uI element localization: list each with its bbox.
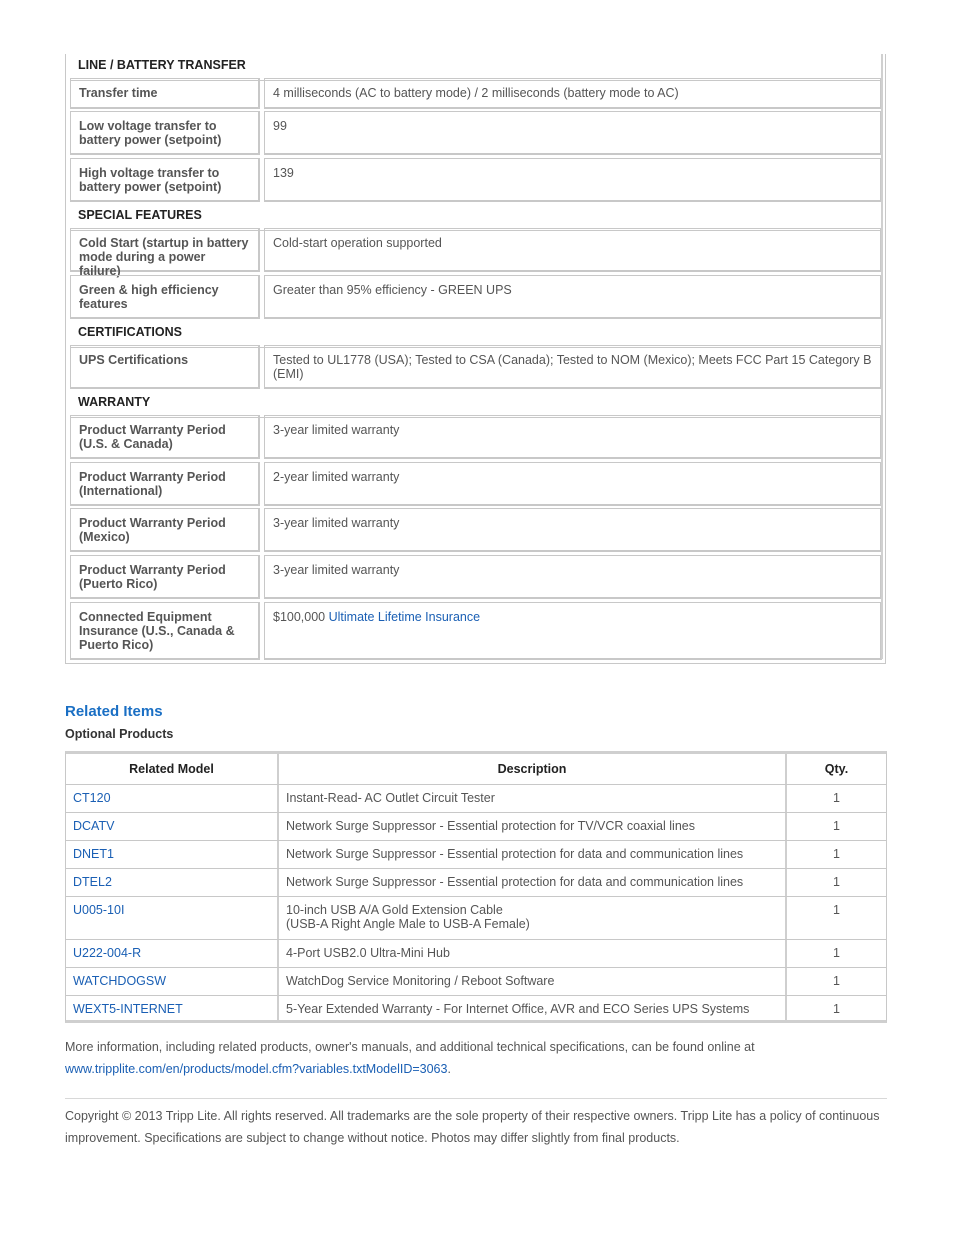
more-information-text xyxy=(65,1036,887,1080)
table-row-description: Network Surge Suppressor - Essential protection for TV/VCR coaxial lines xyxy=(286,819,695,833)
spec-value: 2-year limited warranty xyxy=(264,462,882,506)
spec-value: 99 xyxy=(264,111,882,155)
table-row-model xyxy=(66,813,277,840)
spec-value: Tested to UL1778 (USA); Tested to CSA (Canada); Tested to NOM (Mexico); Meets FCC Part 15 Category B (EMI) xyxy=(264,345,882,389)
table-row-qty: 1 xyxy=(833,946,840,960)
spec-label: Transfer time xyxy=(70,78,260,109)
table-row-description: WatchDog Service Monitoring / Reboot Software xyxy=(286,974,555,988)
spec-label: Product Warranty Period (Puerto Rico) xyxy=(70,555,260,599)
table-row-qty: 1 xyxy=(833,875,840,889)
table-row-description: 4-Port USB2.0 Ultra-Mini Hub xyxy=(286,946,450,960)
spec-row-ups-certifications xyxy=(70,345,882,389)
optional-products-subtitle: Optional Products xyxy=(65,727,174,741)
table-row-model xyxy=(66,897,277,939)
spec-label: Product Warranty Period (International) xyxy=(70,462,260,506)
info-period: . xyxy=(447,1062,451,1076)
spec-value: 139 xyxy=(264,158,882,202)
spec-row-green-efficiency xyxy=(70,275,882,319)
model-link-ct120[interactable]: CT120 xyxy=(73,791,111,805)
spec-value: 3-year limited warranty xyxy=(264,508,882,552)
spec-value xyxy=(264,602,882,660)
spec-label: UPS Certifications xyxy=(70,345,260,389)
spec-row-warranty-us-canada xyxy=(70,415,882,459)
related-items-table xyxy=(65,751,887,1023)
header-description: Description xyxy=(497,762,567,776)
spec-row-connected-equipment-insurance xyxy=(70,602,882,660)
model-link-u222-004-r[interactable]: U222-004-R xyxy=(73,946,142,960)
model-link-dnet1[interactable]: DNET1 xyxy=(73,847,114,861)
table-row-model xyxy=(66,841,277,868)
footer-divider xyxy=(65,1098,887,1099)
copyright-text: Copyright © 2013 Tripp Lite. All rights reserved. All trademarks are the sole property of their respective owners. Tripp Lite has a policy of continuous improvement. Specifications are subject to change without notice. Photos may differ slightly from final products. xyxy=(65,1109,880,1145)
table-row-qty: 1 xyxy=(833,819,840,833)
table-row-description: Instant-Read- AC Outlet Circuit Tester xyxy=(286,791,495,805)
header-qty: Qty. xyxy=(824,762,849,776)
spec-row-cold-start xyxy=(70,228,882,278)
spec-label: High voltage transfer to battery power (setpoint) xyxy=(70,158,260,202)
header-related-model: Related Model xyxy=(129,762,214,776)
spec-label: Product Warranty Period (U.S. & Canada) xyxy=(70,415,260,459)
table-row-description: 5-Year Extended Warranty - For Internet Office, AVR and ECO Series UPS Systems xyxy=(286,1002,750,1016)
insurance-amount: $100,000 xyxy=(273,610,329,624)
table-row-description: Network Surge Suppressor - Essential protection for data and communication lines xyxy=(286,875,744,889)
table-row-qty: 1 xyxy=(833,903,840,917)
ultimate-lifetime-insurance-link[interactable]: Ultimate Lifetime Insurance xyxy=(328,610,481,624)
table-row-description: Network Surge Suppressor - Essential protection for data and communication lines xyxy=(286,847,744,861)
table-row-qty: 1 xyxy=(833,791,840,805)
model-link-dtel2[interactable]: DTEL2 xyxy=(73,875,112,889)
specifications-table xyxy=(65,54,886,664)
spec-row-transfer-time xyxy=(70,78,882,109)
spec-value: 3-year limited warranty xyxy=(264,555,882,599)
table-row-model xyxy=(66,996,277,1022)
spec-value: Greater than 95% efficiency - GREEN UPS xyxy=(264,275,882,319)
section-header-special-features: SPECIAL FEATURES xyxy=(70,204,883,231)
model-link-u005-10i[interactable]: U005-10I xyxy=(73,903,125,917)
table-row-qty: 1 xyxy=(833,847,840,861)
table-row-qty: 1 xyxy=(833,974,840,988)
spec-row-warranty-puerto-rico xyxy=(70,555,882,599)
spec-value: 3-year limited warranty xyxy=(264,415,882,459)
spec-row-low-voltage-transfer xyxy=(70,111,882,155)
spec-label: Low voltage transfer to battery power (setpoint) xyxy=(70,111,260,155)
section-header-warranty: WARRANTY xyxy=(70,391,883,418)
spec-label: Cold Start (startup in battery mode during a power failure) xyxy=(70,228,260,272)
table-row-model xyxy=(66,968,277,995)
spec-row-warranty-mexico xyxy=(70,508,882,552)
description-line: (USB-A Right Angle Male to USB-A Female) xyxy=(286,917,530,931)
table-row-model xyxy=(66,785,277,812)
table-row-model xyxy=(66,869,277,896)
table-row-model xyxy=(66,940,277,967)
spec-label: Green & high efficiency features xyxy=(70,275,260,319)
section-header-certifications: CERTIFICATIONS xyxy=(70,321,883,348)
description-line: 10-inch USB A/A Gold Extension Cable xyxy=(286,903,503,917)
spec-value: 4 milliseconds (AC to battery mode) / 2 milliseconds (battery mode to AC) xyxy=(264,78,882,109)
spec-label: Product Warranty Period (Mexico) xyxy=(70,508,260,552)
model-link-wext5-internet[interactable]: WEXT5-INTERNET xyxy=(73,1002,183,1016)
info-text: More information, including related products, owner's manuals, and additional technical specifications, can be found online at xyxy=(65,1040,755,1054)
table-row-qty: 1 xyxy=(833,1002,840,1016)
model-link-watchdogsw[interactable]: WATCHDOGSW xyxy=(73,974,167,988)
spec-value: Cold-start operation supported xyxy=(264,228,882,272)
model-link-dcatv[interactable]: DCATV xyxy=(73,819,115,833)
section-header-line-battery-transfer: LINE / BATTERY TRANSFER xyxy=(70,54,883,81)
product-page-link[interactable]: www.tripplite.com/en/products/model.cfm?variables.txtModelID=3063 xyxy=(65,1062,448,1076)
spec-row-warranty-international xyxy=(70,462,882,506)
spec-row-high-voltage-transfer xyxy=(70,158,882,202)
related-items-title: Related Items xyxy=(65,703,163,720)
table-row-description xyxy=(279,897,785,939)
spec-label: Connected Equipment Insurance (U.S., Canada & Puerto Rico) xyxy=(70,602,260,660)
